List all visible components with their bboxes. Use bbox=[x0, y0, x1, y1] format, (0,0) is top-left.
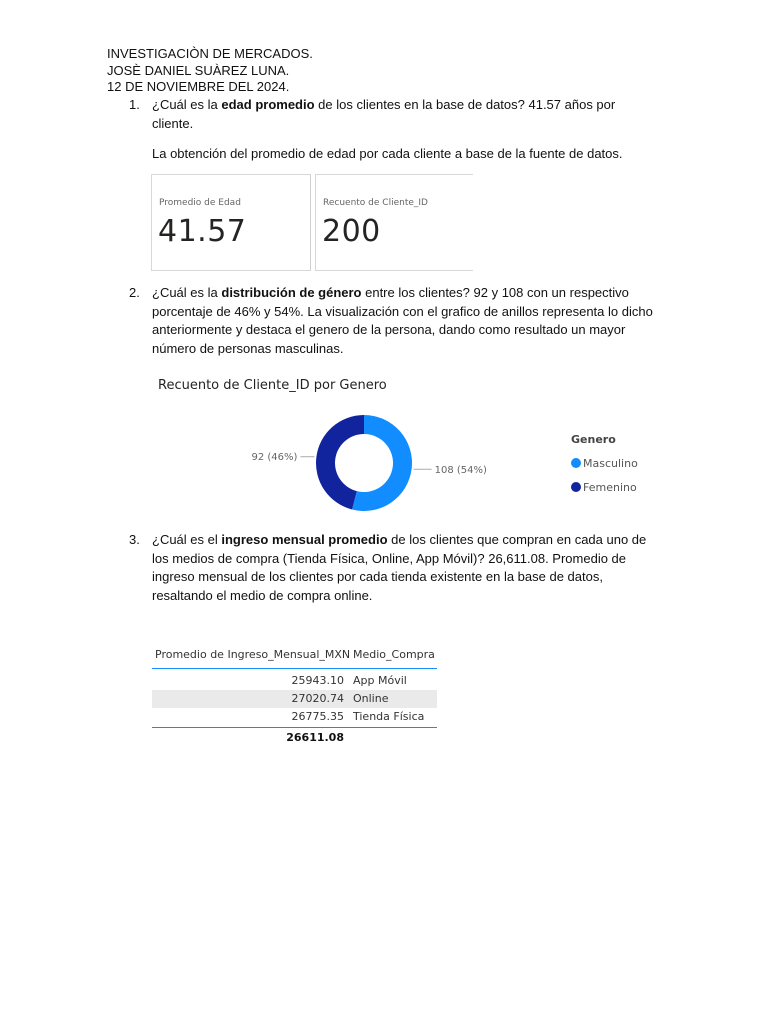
question-number: 3. bbox=[129, 532, 140, 547]
table-header bbox=[152, 644, 437, 669]
question-highlight: distribución de género bbox=[221, 285, 362, 300]
question-1-note: La obtención del promedio de edad por cada cliente a base de la fuente de datos. bbox=[152, 146, 623, 161]
data-label-masculino: 108 (54%) bbox=[434, 464, 487, 476]
column-header-medio[interactable]: Medio_Compra bbox=[353, 648, 435, 661]
question-text-part: ¿Cuál es el bbox=[152, 532, 222, 547]
document-header bbox=[107, 46, 313, 96]
data-label-femenino: 92 (46%) bbox=[251, 452, 298, 464]
question-text-part: de los clientes que compran en cada uno de los medios de compra (Tienda Física, Online, App Móvil)? 26,611.08. Promedio de ingreso mensual de los clientes por cada tienda existente en la base de datos, resaltando el medio de compra online. bbox=[152, 532, 647, 603]
question-text bbox=[152, 284, 659, 358]
table-cell-medio: Tienda Física bbox=[353, 710, 425, 723]
column-header-income[interactable]: Promedio de Ingreso_Mensual_MXN bbox=[155, 648, 351, 661]
kpi-value: 200 bbox=[322, 214, 381, 249]
author-name: JOSÈ DANIEL SUÀREZ LUNA. bbox=[107, 62, 290, 78]
course-title: INVESTIGACIÒN DE MERCADOS. bbox=[107, 46, 313, 61]
table-cell-medio: App Móvil bbox=[353, 674, 407, 687]
table-row bbox=[152, 708, 437, 726]
question-text-part: de los clientes en la base de datos? 41.57 años por cliente. bbox=[152, 97, 616, 131]
kpi-card-client-count bbox=[315, 174, 473, 271]
table-row bbox=[152, 672, 437, 690]
kpi-card-average-age bbox=[151, 174, 311, 271]
chart-title: Recuento de Cliente_ID por Genero bbox=[158, 378, 387, 393]
income-table bbox=[152, 644, 437, 748]
table-cell-income: 26775.35 bbox=[291, 710, 344, 723]
table-cell-income: 27020.74 bbox=[291, 692, 344, 705]
kpi-label: Promedio de Edad bbox=[159, 198, 241, 208]
gender-donut-chart bbox=[240, 400, 500, 525]
question-text-part: ¿Cuál es la bbox=[152, 285, 222, 300]
question-text-part: ¿Cuál es la bbox=[152, 97, 222, 112]
question-text-part: entre los clientes? 92 y 108 con un respectivo porcentaje de 46% y 54%. La visualización con el grafico de anillos representa lo dicho anteriormente y destaca el genero de la persona, dando como resultado un mayor número de personas masculinas. bbox=[152, 285, 653, 356]
question-1 bbox=[129, 96, 659, 133]
question-2 bbox=[129, 284, 659, 358]
legend-marker bbox=[571, 482, 581, 492]
legend-item-masculino[interactable] bbox=[571, 451, 638, 475]
document-date: 12 DE NOVIEMBRE DEL 2024. bbox=[107, 79, 290, 94]
question-number: 2. bbox=[129, 285, 140, 300]
question-text bbox=[152, 96, 659, 133]
question-highlight: edad promedio bbox=[221, 97, 315, 112]
chart-legend bbox=[571, 433, 638, 499]
legend-label: Femenino bbox=[583, 480, 637, 494]
legend-item-femenino[interactable] bbox=[571, 475, 638, 499]
table-total-value: 26611.08 bbox=[286, 731, 344, 744]
question-number: 1. bbox=[129, 97, 140, 112]
kpi-label: Recuento de Cliente_ID bbox=[323, 198, 428, 208]
kpi-value: 41.57 bbox=[158, 214, 247, 249]
legend-title: Genero bbox=[571, 433, 616, 446]
question-highlight: ingreso mensual promedio bbox=[221, 532, 388, 547]
table-cell-medio: Online bbox=[353, 692, 389, 705]
table-total-row bbox=[152, 727, 437, 748]
question-3 bbox=[129, 531, 659, 605]
legend-label: Masculino bbox=[583, 456, 638, 470]
question-text bbox=[152, 531, 659, 605]
table-row bbox=[152, 690, 437, 708]
table-cell-income: 25943.10 bbox=[291, 674, 344, 687]
legend-marker bbox=[571, 458, 581, 468]
